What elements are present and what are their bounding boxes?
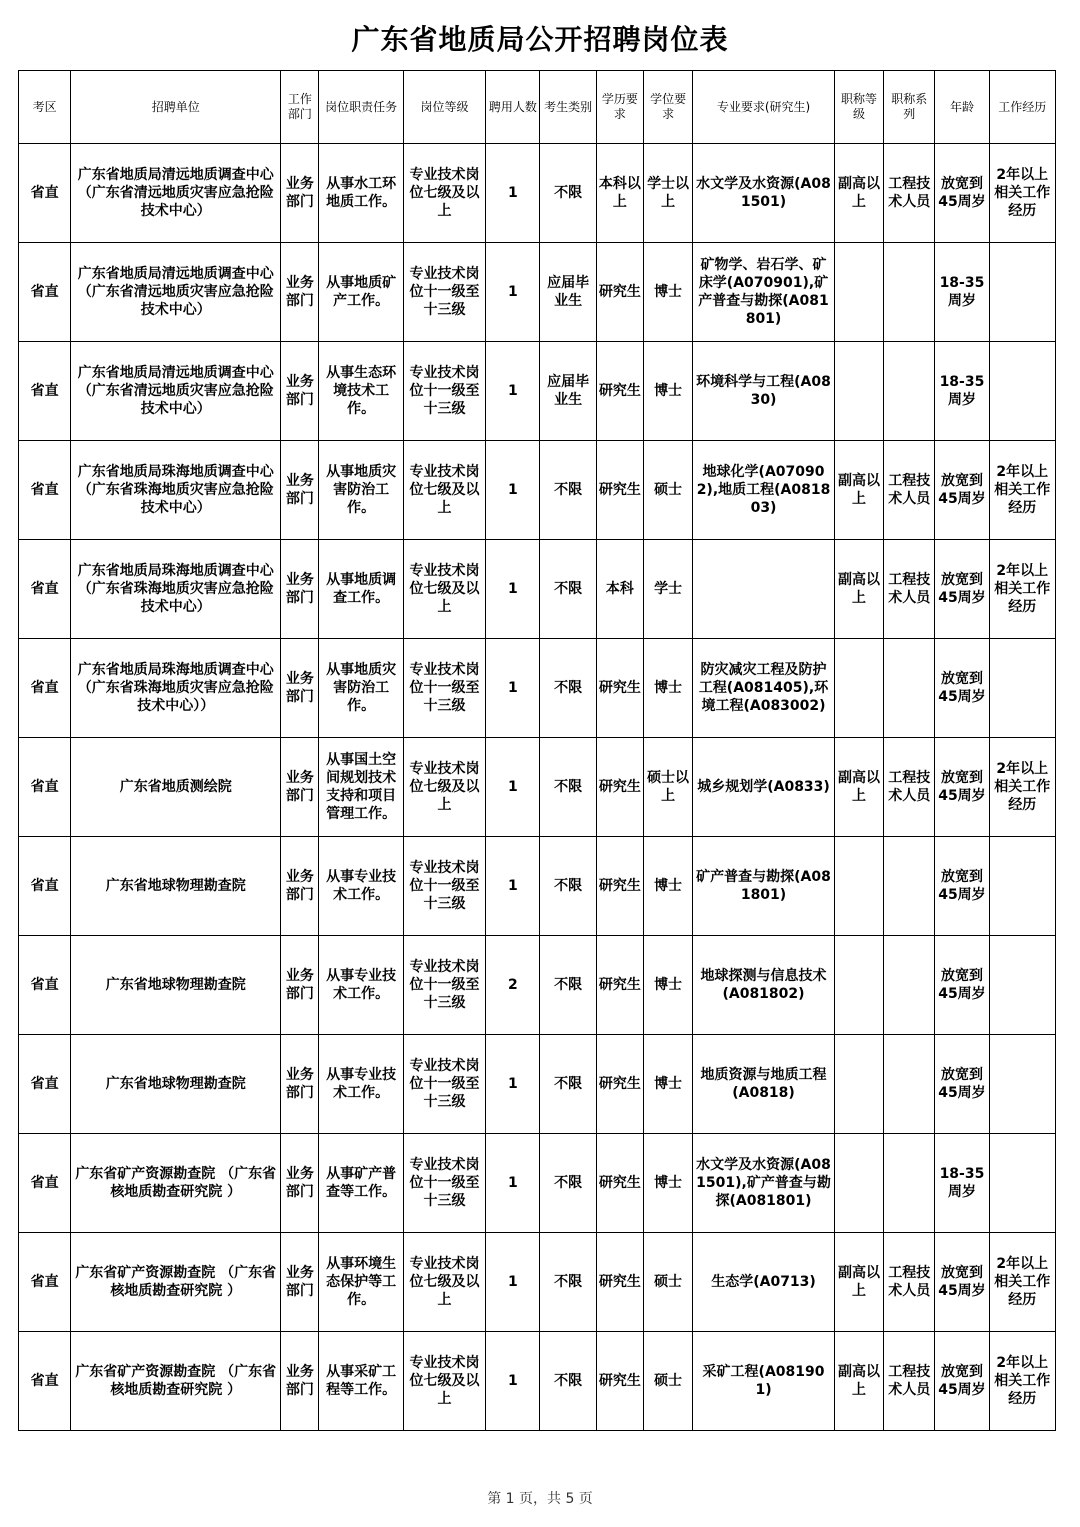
- duties-cell: 从事矿产普查等工作。: [319, 1134, 403, 1233]
- header-unit: 招聘单位: [71, 71, 281, 144]
- title-series-cell: 工程技术人员: [884, 144, 935, 243]
- header-exam-area: 考区: [19, 71, 71, 144]
- title-level-cell: [834, 837, 883, 936]
- header-duties: 岗位职责任务: [319, 71, 403, 144]
- duties-cell: 从事地质灾害防治工作。: [319, 441, 403, 540]
- education-cell: 研究生: [596, 342, 643, 441]
- major-cell: 水文学及水资源(A081501),矿产普查与勘探(A081801): [693, 1134, 835, 1233]
- experience-cell: 2年以上相关工作经历: [989, 441, 1055, 540]
- unit-cell: 广东省矿产资源勘查院 （广东省核地质勘查研究院 ）: [71, 1134, 281, 1233]
- experience-cell: 2年以上相关工作经历: [989, 1233, 1055, 1332]
- education-cell: 研究生: [596, 639, 643, 738]
- page-footer: 第 1 页，共 5 页: [487, 1491, 593, 1507]
- title-level-cell: 副高以上: [834, 144, 883, 243]
- duties-cell: 从事地质调查工作。: [319, 540, 403, 639]
- headcount-cell: 1: [486, 441, 540, 540]
- education-cell: 研究生: [596, 1332, 643, 1431]
- grade-cell: 专业技术岗位十一级至十三级: [403, 1035, 485, 1134]
- duties-cell: 从事地质矿产工作。: [319, 243, 403, 342]
- unit-cell: 广东省地球物理勘查院: [71, 936, 281, 1035]
- title-level-cell: 副高以上: [834, 1332, 883, 1431]
- experience-cell: [989, 837, 1055, 936]
- unit-cell: 广东省地质局珠海地质调查中心（广东省珠海地质灾害应急抢险技术中心）: [71, 540, 281, 639]
- candidate-type-cell: 不限: [540, 639, 596, 738]
- header-headcount: 聘用人数: [486, 71, 540, 144]
- unit-cell: 广东省地质局清远地质调查中心（广东省清远地质灾害应急抢险技术中心）: [71, 342, 281, 441]
- age-cell: 18-35周岁: [935, 243, 989, 342]
- degree-cell: 硕士: [643, 441, 692, 540]
- experience-cell: 2年以上相关工作经历: [989, 144, 1055, 243]
- major-cell: 地球探测与信息技术(A081802): [693, 936, 835, 1035]
- education-cell: 研究生: [596, 1134, 643, 1233]
- education-cell: 研究生: [596, 243, 643, 342]
- grade-cell: 专业技术岗位七级及以上: [403, 441, 485, 540]
- table-row: [19, 441, 1056, 540]
- major-cell: 地球化学(A070902),地质工程(A081803): [693, 441, 835, 540]
- title-series-cell: 工程技术人员: [884, 738, 935, 837]
- degree-cell: 博士: [643, 837, 692, 936]
- age-cell: 18-35周岁: [935, 342, 989, 441]
- degree-cell: 硕士以上: [643, 738, 692, 837]
- candidate-type-cell: 不限: [540, 1233, 596, 1332]
- experience-cell: [989, 639, 1055, 738]
- title-level-cell: 副高以上: [834, 441, 883, 540]
- unit-cell: 广东省地球物理勘查院: [71, 1035, 281, 1134]
- title-series-cell: [884, 1134, 935, 1233]
- header-experience: 工作经历: [989, 71, 1055, 144]
- exam-area-cell: 省直: [19, 639, 71, 738]
- unit-cell: 广东省矿产资源勘查院 （广东省核地质勘查研究院 ）: [71, 1233, 281, 1332]
- experience-cell: [989, 1134, 1055, 1233]
- grade-cell: 专业技术岗位七级及以上: [403, 1332, 485, 1431]
- education-cell: 研究生: [596, 1233, 643, 1332]
- age-cell: 放宽到45周岁: [935, 1035, 989, 1134]
- table-row: [19, 936, 1056, 1035]
- duties-cell: 从事采矿工程等工作。: [319, 1332, 403, 1431]
- grade-cell: 专业技术岗位十一级至十三级: [403, 342, 485, 441]
- header-title-series: 职称系列: [884, 71, 935, 144]
- exam-area-cell: 省直: [19, 1233, 71, 1332]
- table-row: [19, 738, 1056, 837]
- candidate-type-cell: 不限: [540, 1134, 596, 1233]
- education-cell: 研究生: [596, 837, 643, 936]
- department-cell: 业务部门: [281, 144, 319, 243]
- header-education: 学历要求: [596, 71, 643, 144]
- unit-cell: 广东省地质局清远地质调查中心（广东省清远地质灾害应急抢险技术中心）: [71, 144, 281, 243]
- title-level-cell: [834, 639, 883, 738]
- candidate-type-cell: 不限: [540, 441, 596, 540]
- exam-area-cell: 省直: [19, 738, 71, 837]
- exam-area-cell: 省直: [19, 441, 71, 540]
- major-cell: 环境科学与工程(A0830): [693, 342, 835, 441]
- exam-area-cell: 省直: [19, 837, 71, 936]
- unit-cell: 广东省地球物理勘查院: [71, 837, 281, 936]
- exam-area-cell: 省直: [19, 540, 71, 639]
- education-cell: 研究生: [596, 738, 643, 837]
- title-level-cell: [834, 1035, 883, 1134]
- degree-cell: 博士: [643, 1134, 692, 1233]
- candidate-type-cell: 不限: [540, 540, 596, 639]
- candidate-type-cell: 应届毕业生: [540, 342, 596, 441]
- table-row: [19, 639, 1056, 738]
- experience-cell: [989, 936, 1055, 1035]
- major-cell: 采矿工程(A081901): [693, 1332, 835, 1431]
- major-cell: 矿物学、岩石学、矿床学(A070901),矿产普查与勘探(A081801): [693, 243, 835, 342]
- duties-cell: 从事水工环地质工作。: [319, 144, 403, 243]
- title-level-cell: [834, 243, 883, 342]
- degree-cell: 博士: [643, 243, 692, 342]
- experience-cell: [989, 342, 1055, 441]
- exam-area-cell: 省直: [19, 144, 71, 243]
- education-cell: 研究生: [596, 936, 643, 1035]
- headcount-cell: 1: [486, 738, 540, 837]
- exam-area-cell: 省直: [19, 243, 71, 342]
- unit-cell: 广东省地质局清远地质调查中心（广东省清远地质灾害应急抢险技术中心）: [71, 243, 281, 342]
- unit-cell: 广东省地质局珠海地质调查中心（广东省珠海地质灾害应急抢险技术中心））: [71, 639, 281, 738]
- duties-cell: 从事专业技术工作。: [319, 1035, 403, 1134]
- table-row: [19, 1035, 1056, 1134]
- department-cell: 业务部门: [281, 639, 319, 738]
- title-series-cell: [884, 1035, 935, 1134]
- grade-cell: 专业技术岗位十一级至十三级: [403, 639, 485, 738]
- major-cell: [693, 540, 835, 639]
- title-series-cell: [884, 837, 935, 936]
- major-cell: 生态学(A0713): [693, 1233, 835, 1332]
- age-cell: 放宽到45周岁: [935, 1332, 989, 1431]
- grade-cell: 专业技术岗位十一级至十三级: [403, 243, 485, 342]
- page-title: 广东省地质局公开招聘岗位表: [351, 23, 729, 56]
- education-cell: 本科以上: [596, 144, 643, 243]
- department-cell: 业务部门: [281, 1134, 319, 1233]
- unit-cell: 广东省地质测绘院: [71, 738, 281, 837]
- age-cell: 放宽到45周岁: [935, 837, 989, 936]
- department-cell: 业务部门: [281, 1233, 319, 1332]
- age-cell: 18-35周岁: [935, 1134, 989, 1233]
- headcount-cell: 1: [486, 540, 540, 639]
- age-cell: 放宽到45周岁: [935, 540, 989, 639]
- department-cell: 业务部门: [281, 1035, 319, 1134]
- age-cell: 放宽到45周岁: [935, 441, 989, 540]
- table-row: [19, 144, 1056, 243]
- degree-cell: 博士: [643, 342, 692, 441]
- degree-cell: 学士以上: [643, 144, 692, 243]
- grade-cell: 专业技术岗位七级及以上: [403, 540, 485, 639]
- grade-cell: 专业技术岗位十一级至十三级: [403, 1134, 485, 1233]
- department-cell: 业务部门: [281, 243, 319, 342]
- degree-cell: 博士: [643, 1035, 692, 1134]
- headcount-cell: 1: [486, 639, 540, 738]
- headcount-cell: 1: [486, 1134, 540, 1233]
- exam-area-cell: 省直: [19, 1134, 71, 1233]
- headcount-cell: 1: [486, 342, 540, 441]
- department-cell: 业务部门: [281, 342, 319, 441]
- table-body: [19, 144, 1056, 1431]
- age-cell: 放宽到45周岁: [935, 144, 989, 243]
- title-series-cell: [884, 639, 935, 738]
- department-cell: 业务部门: [281, 1332, 319, 1431]
- education-cell: 研究生: [596, 1035, 643, 1134]
- grade-cell: 专业技术岗位七级及以上: [403, 738, 485, 837]
- candidate-type-cell: 不限: [540, 738, 596, 837]
- degree-cell: 学士: [643, 540, 692, 639]
- header-department: 工作部门: [281, 71, 319, 144]
- major-cell: 矿产普查与勘探(A081801): [693, 837, 835, 936]
- title-level-cell: 副高以上: [834, 1233, 883, 1332]
- title-level-cell: 副高以上: [834, 738, 883, 837]
- duties-cell: 从事专业技术工作。: [319, 936, 403, 1035]
- headcount-cell: 1: [486, 243, 540, 342]
- table-row: [19, 837, 1056, 936]
- education-cell: 研究生: [596, 441, 643, 540]
- title-level-cell: [834, 1134, 883, 1233]
- exam-area-cell: 省直: [19, 1332, 71, 1431]
- major-cell: 防灾减灾工程及防护工程(A081405),环境工程(A083002): [693, 639, 835, 738]
- header-grade: 岗位等级: [403, 71, 485, 144]
- department-cell: 业务部门: [281, 936, 319, 1035]
- exam-area-cell: 省直: [19, 342, 71, 441]
- header-age: 年龄: [935, 71, 989, 144]
- experience-cell: 2年以上相关工作经历: [989, 540, 1055, 639]
- exam-area-cell: 省直: [19, 936, 71, 1035]
- table-row: [19, 1332, 1056, 1431]
- degree-cell: 博士: [643, 936, 692, 1035]
- department-cell: 业务部门: [281, 540, 319, 639]
- recruitment-table: [18, 70, 1056, 1431]
- exam-area-cell: 省直: [19, 1035, 71, 1134]
- major-cell: 地质资源与地质工程(A0818): [693, 1035, 835, 1134]
- duties-cell: 从事专业技术工作。: [319, 837, 403, 936]
- experience-cell: [989, 1035, 1055, 1134]
- table-row: [19, 1233, 1056, 1332]
- grade-cell: 专业技术岗位十一级至十三级: [403, 837, 485, 936]
- major-cell: 水文学及水资源(A081501): [693, 144, 835, 243]
- grade-cell: 专业技术岗位七级及以上: [403, 144, 485, 243]
- duties-cell: 从事地质灾害防治工作。: [319, 639, 403, 738]
- candidate-type-cell: 不限: [540, 936, 596, 1035]
- headcount-cell: 1: [486, 1233, 540, 1332]
- table-header-row: [19, 71, 1056, 144]
- title-series-cell: 工程技术人员: [884, 1233, 935, 1332]
- age-cell: 放宽到45周岁: [935, 738, 989, 837]
- title-series-cell: 工程技术人员: [884, 540, 935, 639]
- duties-cell: 从事国土空间规划技术支持和项目管理工作。: [319, 738, 403, 837]
- title-level-cell: [834, 342, 883, 441]
- title-series-cell: [884, 342, 935, 441]
- education-cell: 本科: [596, 540, 643, 639]
- grade-cell: 专业技术岗位七级及以上: [403, 1233, 485, 1332]
- age-cell: 放宽到45周岁: [935, 936, 989, 1035]
- headcount-cell: 1: [486, 1035, 540, 1134]
- headcount-cell: 1: [486, 144, 540, 243]
- candidate-type-cell: 应届毕业生: [540, 243, 596, 342]
- experience-cell: 2年以上相关工作经历: [989, 1332, 1055, 1431]
- unit-cell: 广东省地质局珠海地质调查中心（广东省珠海地质灾害应急抢险技术中心）: [71, 441, 281, 540]
- title-series-cell: 工程技术人员: [884, 441, 935, 540]
- headcount-cell: 1: [486, 1332, 540, 1431]
- table-row: [19, 243, 1056, 342]
- title-level-cell: [834, 936, 883, 1035]
- grade-cell: 专业技术岗位十一级至十三级: [403, 936, 485, 1035]
- department-cell: 业务部门: [281, 441, 319, 540]
- table-row: [19, 342, 1056, 441]
- experience-cell: [989, 243, 1055, 342]
- duties-cell: 从事生态环境技术工作。: [319, 342, 403, 441]
- title-series-cell: 工程技术人员: [884, 1332, 935, 1431]
- age-cell: 放宽到45周岁: [935, 1233, 989, 1332]
- degree-cell: 硕士: [643, 1233, 692, 1332]
- age-cell: 放宽到45周岁: [935, 639, 989, 738]
- candidate-type-cell: 不限: [540, 144, 596, 243]
- header-major: 专业要求(研究生): [693, 71, 835, 144]
- title-series-cell: [884, 243, 935, 342]
- header-degree: 学位要求: [643, 71, 692, 144]
- major-cell: 城乡规划学(A0833): [693, 738, 835, 837]
- table-row: [19, 540, 1056, 639]
- table-row: [19, 1134, 1056, 1233]
- department-cell: 业务部门: [281, 738, 319, 837]
- experience-cell: 2年以上相关工作经历: [989, 738, 1055, 837]
- header-candidate-type: 考生类别: [540, 71, 596, 144]
- header-title-level: 职称等级: [834, 71, 883, 144]
- title-level-cell: 副高以上: [834, 540, 883, 639]
- candidate-type-cell: 不限: [540, 1332, 596, 1431]
- candidate-type-cell: 不限: [540, 837, 596, 936]
- duties-cell: 从事环境生态保护等工作。: [319, 1233, 403, 1332]
- headcount-cell: 1: [486, 837, 540, 936]
- department-cell: 业务部门: [281, 837, 319, 936]
- degree-cell: 博士: [643, 639, 692, 738]
- candidate-type-cell: 不限: [540, 1035, 596, 1134]
- degree-cell: 硕士: [643, 1332, 692, 1431]
- title-series-cell: [884, 936, 935, 1035]
- unit-cell: 广东省矿产资源勘查院 （广东省核地质勘查研究院 ）: [71, 1332, 281, 1431]
- headcount-cell: 2: [486, 936, 540, 1035]
